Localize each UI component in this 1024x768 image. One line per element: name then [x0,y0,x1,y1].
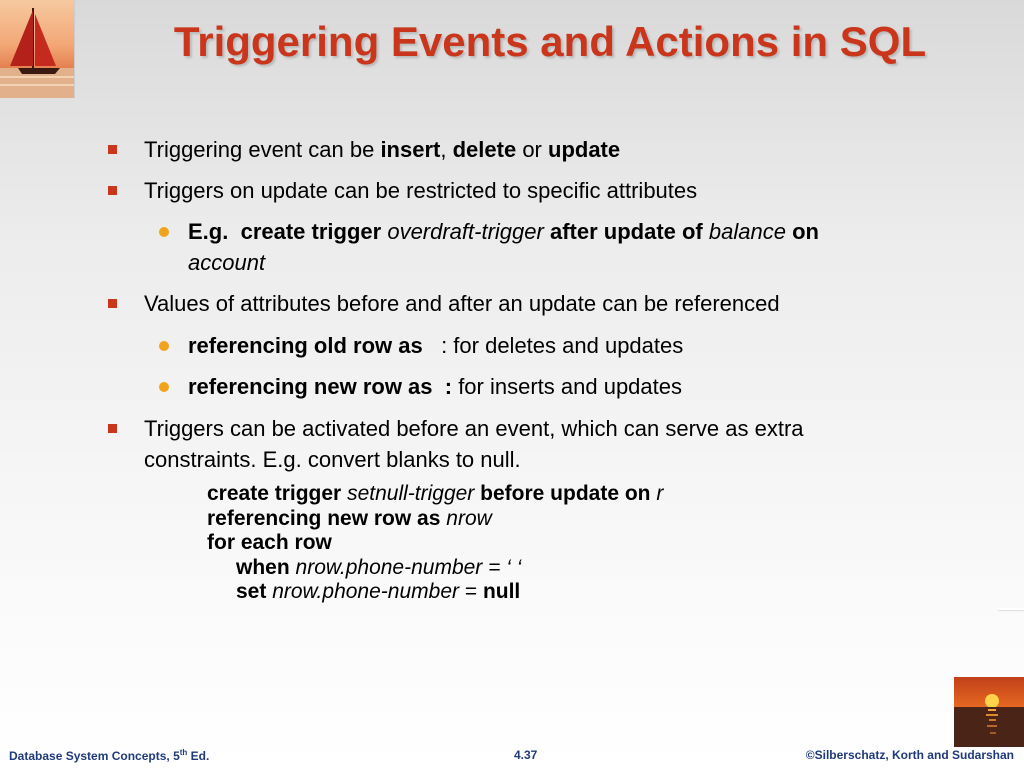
sql-code-block [207,482,663,605]
keyword-insert: insert [380,137,441,162]
footer-copyright: ©Silberschatz, Korth and Sudarshan [805,748,1014,762]
slide-title: Triggering Events and Actions in SQL [173,18,927,65]
square-bullet-icon [108,186,117,195]
dot-bullet-icon [159,227,169,237]
sunset-logo [954,677,1024,747]
footer-book-title: Database System Concepts, 5th Ed. [9,748,210,763]
keyword-update: update [548,137,621,162]
bullet-example-overdraft: E.g. create trigger overdraft-trigger after update of balance on account [188,219,819,275]
dot-bullet-icon [159,341,169,351]
bullet-values-referenced: Values of attributes before and after an update can be referenced [144,291,780,316]
keyword-delete: delete [452,137,517,162]
footer-slide-number: 4.37 [514,748,538,762]
bullet-activated-before: Triggers can be activated before an event, which can serve as extra constraints. E.g. convert blanks to null. [144,416,804,472]
square-bullet-icon [108,299,117,308]
code-line-3: for each row [207,531,332,554]
dot-bullet-icon [159,382,169,392]
bullet-referencing-old: referencing old row as : for deletes and updates [188,333,684,358]
bullet-update-restricted: Triggers on update can be restricted to specific attributes [144,178,698,203]
sunset-icon [954,677,1024,747]
code-line-5: set nrow.phone-number = null [236,580,521,603]
square-bullet-icon [108,145,117,154]
code-line-2: referencing new row as nrow [207,506,492,530]
decorative-line [998,608,1024,610]
square-bullet-icon [108,424,117,433]
bullet-referencing-new: referencing new row as : for inserts and updates [188,374,682,399]
code-line-4: when nrow.phone-number = ‘ ‘ [236,555,522,579]
code-line-1: create trigger setnull-trigger before update on r [207,482,664,505]
bullet-triggering-event: Triggering event can be insert, delete or update [144,137,621,162]
